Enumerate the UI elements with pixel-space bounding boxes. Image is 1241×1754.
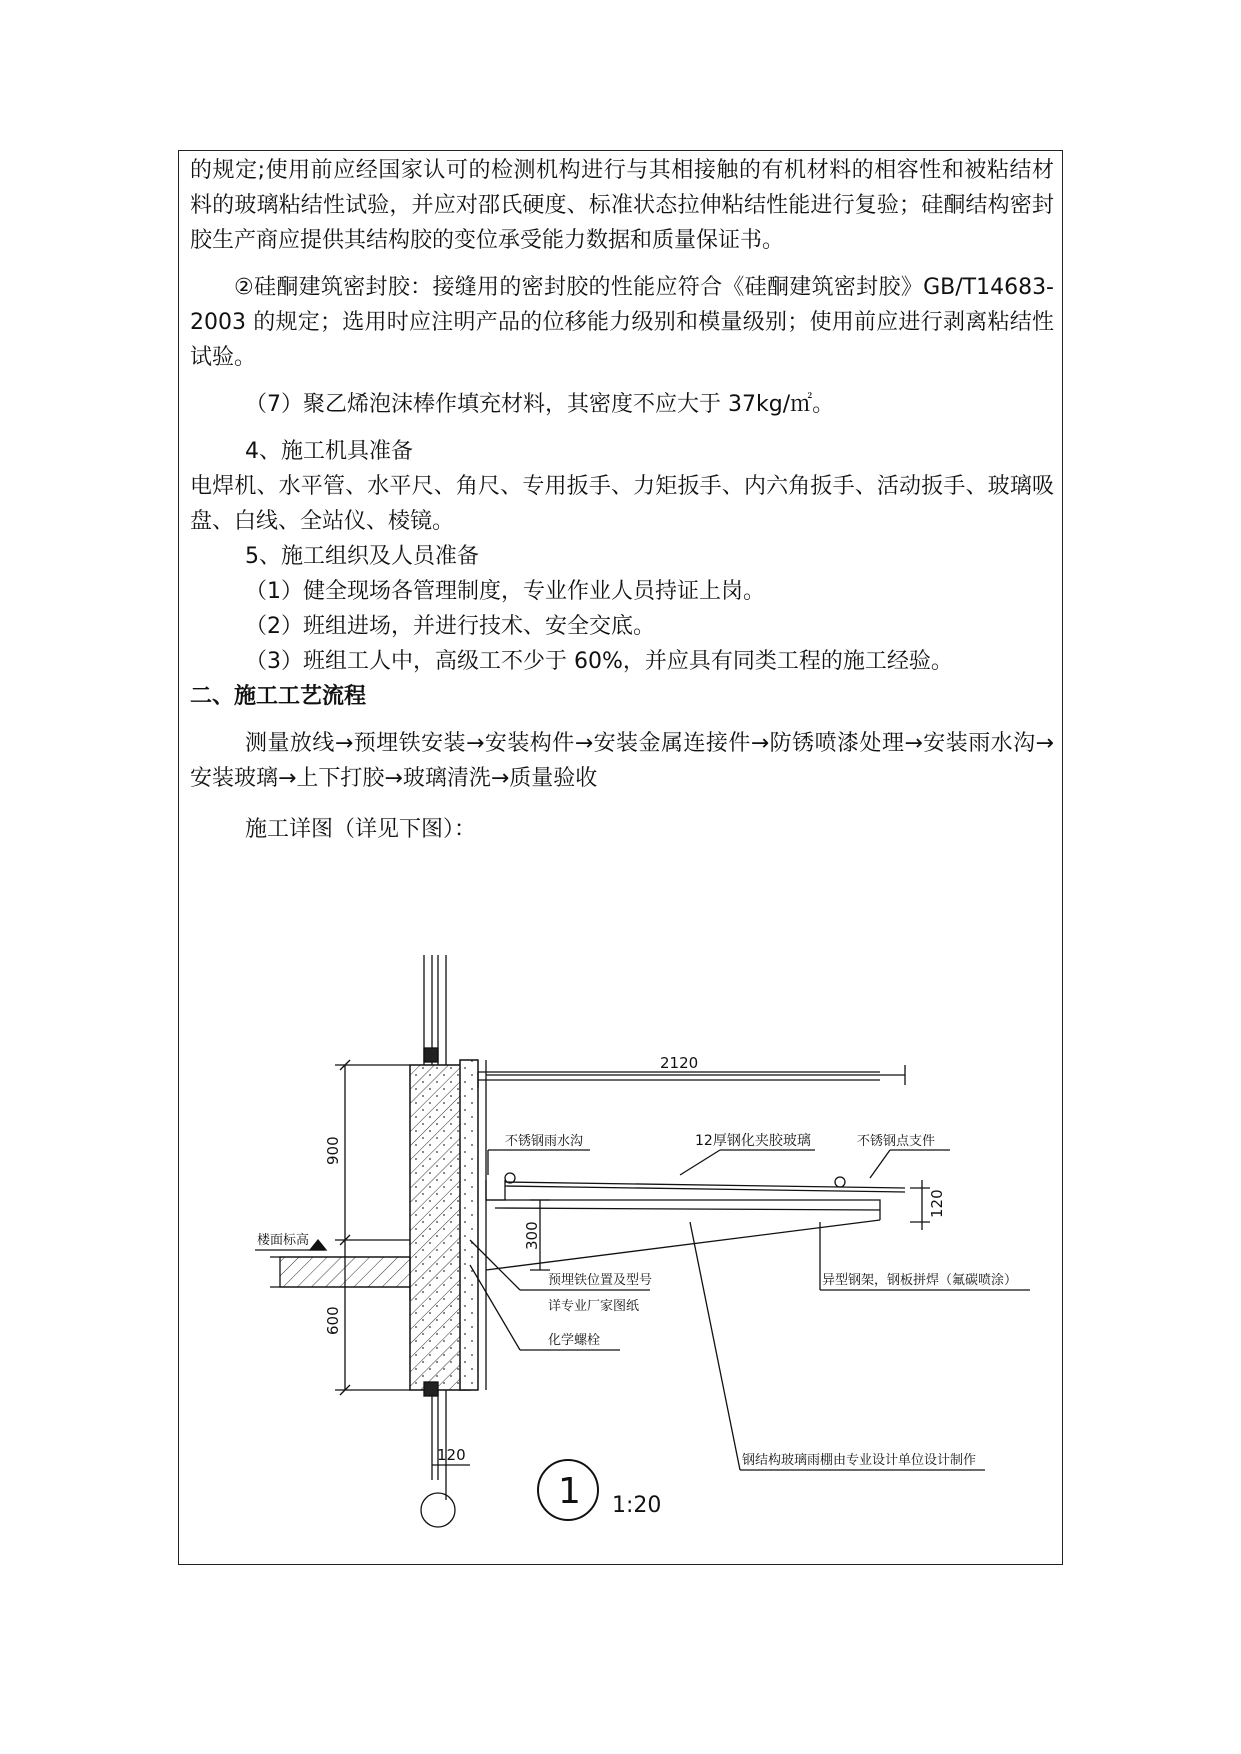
paragraph-org-1: （1）健全现场各管理制度，专业作业人员持证上岗。 — [245, 579, 765, 604]
label-fitting: 不锈钢点支件 — [857, 1134, 936, 1149]
paragraph-detail-caption: 施工详图（详见下图）： — [245, 817, 477, 842]
heading-organization: 5、施工组织及人员准备 — [245, 544, 479, 569]
paragraph-org-2: （2）班组进场，并进行技术、安全交底。 — [245, 614, 655, 639]
heading-tools: 4、施工机具准备 — [245, 439, 413, 464]
label-design-note: 钢结构玻璃雨棚由专业设计单位设计制作 — [742, 1453, 977, 1468]
detail-scale: 1:20 — [612, 1493, 662, 1518]
dimension-300: 300 — [523, 1221, 541, 1250]
section-heading-process: 二、施工工艺流程 — [190, 684, 367, 709]
paragraph-sealant-rules: 的规定;使用前应经国家认可的检测机构进行与其相接触的有机材料的相容性和被粘结材料的玻璃粘结性试验，并应对邵氏硬度、标准状态拉伸粘结性能进行复验；硅酮结构密封胶生产商应提供其结构胶的变位承受能力数据和质量保证书。 — [190, 158, 1054, 253]
label-embed-line2: 详专业厂家图纸 — [548, 1299, 640, 1314]
paragraph-tools: 电焊机、水平管、水平尺、角尺、专用扳手、力矩扳手、内六角扳手、活动扳手、玻璃吸盘、白线、全站仪、棱镜。 — [190, 474, 1054, 534]
dimension-600: 600 — [324, 1306, 342, 1335]
label-glass: 12厚钢化夹胶玻璃 — [695, 1133, 811, 1149]
dimension-900: 900 — [324, 1136, 342, 1165]
dimension-2120: 2120 — [660, 1054, 699, 1072]
label-steel-frame: 异型钢架，钢板拼焊（氟碳喷涂） — [822, 1273, 1018, 1288]
detail-number: 1 — [558, 1471, 581, 1512]
label-embed-line1: 预埋铁位置及型号 — [548, 1273, 653, 1288]
paragraph-process-flow: 测量放线→预埋铁安装→安装构件→安装金属连接件→防锈喷漆处理→安装雨水沟→安装玻璃→上下打胶→玻璃清洗→质量验收 — [190, 731, 1054, 791]
dimension-120-right: 120 — [928, 1189, 946, 1218]
label-gutter: 不锈钢雨水沟 — [505, 1134, 584, 1149]
paragraph-foam-rod: （7）聚乙烯泡沫棒作填充材料，其密度不应大于 37kg/㎡。 — [245, 392, 835, 417]
paragraph-org-3: （3）班组工人中，高级工不少于 60%，并应具有同类工程的施工经验。 — [245, 649, 953, 674]
label-chemical-bolt: 化学螺栓 — [548, 1333, 601, 1348]
dimension-120-bottom: 120 — [437, 1446, 466, 1464]
paragraph-silicone-sealant: ②硅酮建筑密封胶：接缝用的密封胶的性能应符合《硅酮建筑密封胶》GB/T14683-2003 的规定；选用时应注明产品的位移能力级别和模量级别；使用前应进行剥离粘结性试验。 — [190, 275, 1054, 370]
label-floor-elevation: 楼面标高 — [257, 1233, 310, 1248]
